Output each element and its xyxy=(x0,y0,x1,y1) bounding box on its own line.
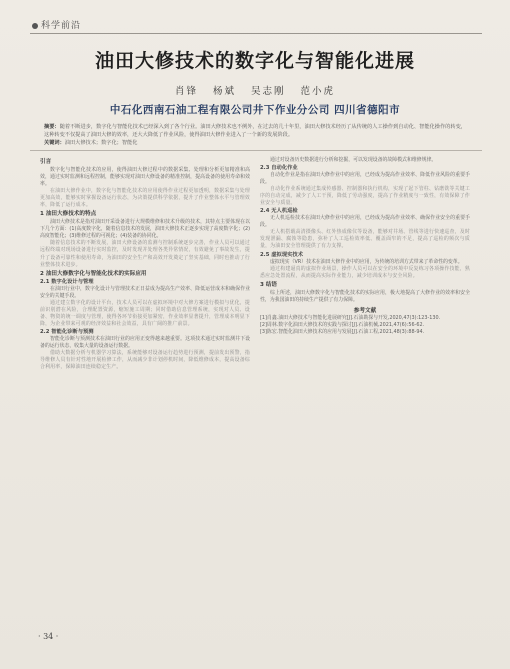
right-text-a: 通过对设备历史数据进行分析和挖掘，可以发现设备的故障模式和维修规律。 xyxy=(270,157,437,163)
intro-heading: 引言 xyxy=(40,159,52,165)
conclusion-text: 综上所述，油田大修数字化与智能化技术的实际应用，极大地提高了大修作业的效率和安全性，为我国油田的持续生产提供了有力保障。 xyxy=(260,289,470,303)
reference-item: [2]周林.数字化油田大修技术的实践与探讨[J].石油机械,2021,47(6):56-62. xyxy=(260,321,425,328)
sub23-text: 自动化作业是指在油田大修作业中的应用，已经成为提高作业效率、降低作业风险的重要手段。 xyxy=(260,172,470,186)
article-authors: 肖锋 杨斌 吴志刚 范小虎 xyxy=(174,86,336,97)
keywords-line xyxy=(44,140,466,148)
right-column xyxy=(260,157,470,336)
reference-item: [1]肖鑫.油田大修技术与智能化进展研究[J].石油勘探与开发,2020,47(3):123-130. xyxy=(260,314,441,321)
section1-text: 油田大修技术是指对油田开采设备进行大规模维修和技术升级的技术，其特点主要体现在以下几个方面：(1)高度数字化，随着信息技术的发展，油田大修技术正逐步实现了高度数字化；(2)高度智能化；(3)维修过程的可视化；(4)装备的协同化。 xyxy=(40,219,250,240)
body-filler: 借助大数据分析与机器学习算法，系统能够对设备运行趋势进行预测，提前发出预警，指导维修人员有针对性地开展检修工作，从而减少非计划停机时间，降低维修成本，提高设备综合利用率，保障油田连续稳定生产。 xyxy=(40,349,250,371)
sub21-heading: 2.1 数字化设计与管理 xyxy=(40,278,94,285)
reference-item: [3]陈宏.智能化油田大修技术的应用与发展[J].石油工程,2021,48(3):88-94. xyxy=(260,328,425,335)
bullet-icon xyxy=(32,23,38,29)
abstract-label: 摘要： xyxy=(44,124,60,130)
sub23-heading: 2.3 自动化作业 xyxy=(260,165,298,172)
sub22-heading: 2.2 智能化诊断与预测 xyxy=(40,328,94,335)
abstract-block xyxy=(44,124,466,148)
body-filler: 通过建立数字化的设计平台，技术人员可以在虚拟环境中对大修方案进行模拟与优化，提前识别潜在风险，合理配置资源，缩短施工周期；同时借助信息管理系统，实现对人员、设备、物资的统一调度与管理，使得各环节衔接更加紧密，作业效率显著提升，管理成本明显下降，为企业带来可观的经济效益和社会效益，具有广阔的推广前景。 xyxy=(40,299,250,327)
article-affiliation: 中石化西南石油工程有限公司井下作业分公司 四川省德阳市 xyxy=(109,104,401,116)
sub25-text: 虚拟现实（VR）技术在油田大修作业中的应用，为传统的培训方式带来了革命性的变革。 xyxy=(270,258,463,265)
left-column xyxy=(40,157,250,371)
sub24-text: 无人机巡检技术在油田大修作业中的应用，已经成为提高作业效率、确保作业安全的重要手段。 xyxy=(260,215,470,229)
intro-text: 数字化与智能化技术的应用，使得油田大修过程中的数据采集、处理和分析更加精准和高效，通过实时监测和远程控制，能够实现对油田大修设备的精准控制，提高设备的使用寿命和效率。 xyxy=(40,167,250,188)
abstract-rule xyxy=(30,150,482,151)
section1-heading: 1 油田大修技术的特点 xyxy=(40,211,97,218)
section2-heading: 2 油田大修数字化与智能化技术的实际应用 xyxy=(40,270,147,277)
body-filler: 随着信息技术的不断发展，油田大修设备的监测与控制系统逐步完善，作业人员可以通过远程终端对现场设备进行实时监控，及时发现并处理各类异常情况，有效避免了事故发生，提升了设备可靠性和使用寿命，为油田的安全生产和高效开发奠定了坚实基础，同时也推动了行业整体技术进步。 xyxy=(40,240,250,268)
column-label: 科学前沿 xyxy=(32,18,81,31)
page-number: · 34 · xyxy=(38,632,59,641)
sub25-heading: 2.5 虚拟现实技术 xyxy=(260,251,304,258)
body-filler: 通过构建逼真的虚拟作业场景，操作人员可以在安全的环境中反复练习各项操作技能，熟悉应急处置流程，从而提高实际作业能力，减少培训成本与安全风险。 xyxy=(260,265,470,279)
sub24-heading: 2.4 无人机巡检 xyxy=(260,208,298,215)
article-title: 油田大修技术的数字化与智能化进展 xyxy=(94,50,415,72)
abstract-text: 随着不断进步，数字化与智能化技术已经深入到了各个行业。油田大修技术也不例外，在过去的几十年里，油田大修技术经历了从传统的人工操作到自动化、智能化操作的转变，这种转变不仅提高了油田大修的效率，还大大降低了作业风险，使得油田大修作业进入了一个新的发展阶段。 xyxy=(44,124,466,138)
body-filler: 在油田大修作业中，数字化与智能化技术的应用使得作业过程更加透明，数据采集与处理更加高效，能够实时掌握设备运行状态，为决策提供科学依据，提升了作业整体水平与管理效率，降低了运行成本。 xyxy=(40,188,250,209)
header-rule xyxy=(30,33,482,34)
body-filler: 自动化作业系统通过集成传感器、控制器和执行机构，实现了起下管柱、钻磨铣等关键工序的自动完成，减少了人工干预，降低了劳动强度，提高了作业精度与一致性，有效保障了作业安全与质量。 xyxy=(260,186,470,207)
conclusion-heading: 3 结语 xyxy=(260,281,278,288)
keywords-label: 关键词： xyxy=(44,140,65,147)
sub21-text: 在油田行业中，数字化设计与管理技术正日益成为提高生产效率、降低运营成本和确保作业安全的关键手段。 xyxy=(40,285,250,299)
keywords-text: 油田大修技术；数字化；智能化 xyxy=(64,140,138,147)
body-filler: 无人机搭载高清摄像头、红外热成像仪等设备，能够对井场、管线等进行快速巡查，及时发现泄漏、腐蚀等隐患，弥补了人工巡检效率低、覆盖面窄的不足，提高了巡检的频次与质量，为油田安全管理提供了有力支撑。 xyxy=(260,229,470,250)
references-heading: 参考文献 xyxy=(353,307,377,314)
sub22-text: 智能化诊断与预测技术在油田行业的应用正变得越来越重要。这项技术通过实时监测井下设备的运行状态，收集大量的设备运行数据。 xyxy=(40,335,250,349)
